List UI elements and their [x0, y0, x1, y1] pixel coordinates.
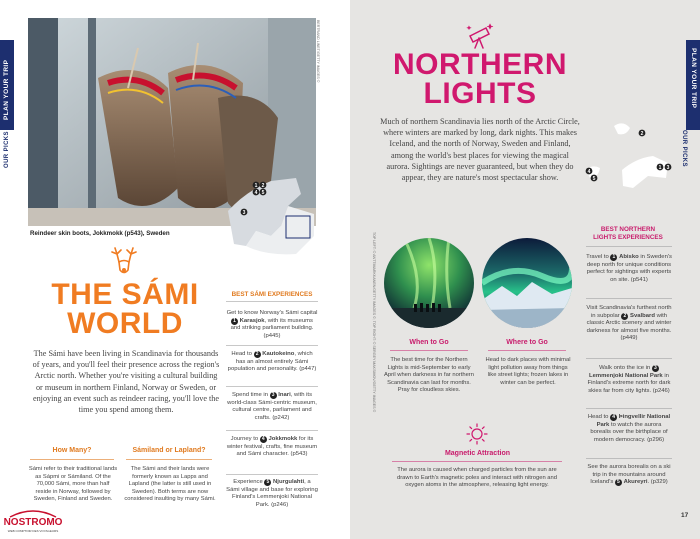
- map-marker: 3: [242, 209, 246, 216]
- divider: [392, 461, 562, 462]
- marker-number: 3: [652, 365, 659, 372]
- nl-experiences-heading: [582, 226, 674, 242]
- nl-experience-item: Walk onto the ice in 3 Lemmenjoki National Park in Finland's extreme north for dark skies far from city lights. (p246): [587, 365, 671, 394]
- northern-lights-intro: Much of northern Scandinavia lies north of the Arctic Circle, where winters are marked by long, dark nights. This makes Iceland, and the north of Norway, Sweden and Finland, among the world's best places for viewing the magical aurora. Sightings are never guaranteed, but when they do appear, they are nature's most spectacular show.: [380, 117, 580, 183]
- side-tab-label: PLAN YOUR TRIP: [3, 59, 10, 120]
- map-marker: 5: [261, 189, 265, 196]
- side-tab-left: [0, 40, 14, 130]
- sami-experience-item: Journey to 4 Jokkmokk for its winter festival, crafts, fine museum and Sámi character. (p543): [226, 436, 318, 457]
- divider: [390, 350, 468, 351]
- map-marker: 3: [666, 164, 670, 171]
- divider: [226, 345, 318, 346]
- northern-lights-title: [380, 50, 580, 108]
- marker-number: 4: [260, 436, 267, 443]
- sami-intro: The Sámi have been living in Scandinavia for thousands of years, and you'll feel their presence across the region's Arctic north. Whether you're visiting a cultural building or museum in northern Finland, Norway or Sweden, or enjoying an event such as reindeer racing, you'll love the time you spend among them.: [32, 349, 220, 415]
- nl-experiences-heading-line: BEST NORTHERN: [600, 226, 656, 233]
- sami-experiences-heading: BEST SÁMI EXPERIENCES: [231, 291, 313, 298]
- nl-experience-item: Visit Scandinavia's furthest north in subpolar 2 Svalbard with classic Arctic scenery and winter darkness for almost five months. (p449): [586, 305, 672, 341]
- side-sub-label: OUR PICKS: [4, 131, 10, 168]
- marker-number: 3: [270, 392, 277, 399]
- sami-title-line: WORLD: [67, 307, 183, 340]
- page-number: 17: [681, 512, 689, 519]
- sun-icon: [466, 423, 488, 445]
- magnetic-attraction-heading: Magnetic Attraction: [444, 450, 511, 457]
- side-tab-right: [686, 40, 700, 130]
- logo-tagline: WEB COMPTOIR DES VOYAGEURS: [7, 529, 59, 533]
- map-marker: 4: [587, 168, 591, 175]
- marker-number: 1: [231, 318, 238, 325]
- map-marker: 2: [261, 182, 265, 189]
- sami-map: [226, 176, 316, 261]
- divider: [586, 298, 672, 299]
- how-many-heading: How Many?: [52, 447, 92, 454]
- marker-number: 2: [621, 313, 628, 320]
- nl-experience-item: See the aurora borealis on a ski trip in the mountains around Iceland's 5 Akureyri. (p329): [587, 464, 671, 485]
- nl-title-line: NORTHERN: [393, 48, 567, 81]
- divider: [586, 458, 672, 459]
- when-to-go-heading: When to Go: [409, 339, 449, 346]
- reindeer-icon: [107, 246, 141, 276]
- where-to-go-heading: Where to Go: [506, 339, 548, 346]
- marker-number: 5: [615, 479, 622, 486]
- marker-number: 5: [264, 479, 271, 486]
- lapland-heading: Sámiland or Lapland?: [132, 447, 206, 454]
- sami-experience-item: Experience 5 Njurgulahti, a Sámi village and base for exploring Finland's Lemmenjoki National Park. (p246): [226, 479, 318, 508]
- how-many-text: Sámi refer to their traditional lands as Sápmi or Sámiland. Of the 70,000 Sámi, more than half reside in Norway, followed by Sweden, Finland and Sweden.: [28, 466, 118, 503]
- nl-title-line: LIGHTS: [423, 77, 537, 110]
- lapland-rule: [126, 459, 212, 460]
- sami-experience-item: Head to 2 Kautokeino, which has an almost entirely Sámi population and personality. (p447): [227, 351, 317, 372]
- when-to-go-text: The best time for the Northern Lights is mid-September to early April when darkness in far northern Scandinavia can last for months. Pray for cloudless skies.: [384, 357, 474, 394]
- map-marker: 5: [592, 175, 596, 182]
- nl-experience-item: Head to 4 Þingvellir National Park to watch the aurora borealis over the birthplace of modern democracy. (p296): [587, 414, 671, 443]
- magnetic-attraction-text: The aurora is caused when charged particles from the sun are drawn to Earth's magnetic poles and interact with nitrogen and oxygen atoms in the atmosphere, releasing light energy.: [397, 467, 557, 489]
- sami-experience-item: Spend time in 3 Inari, with its world-class Sámi-centric museum, cultural centre, parliament and crafts. (p242): [227, 392, 317, 421]
- side-tab-label: PLAN YOUR TRIP: [690, 48, 697, 109]
- divider: [586, 408, 672, 409]
- photo-caption: Reindeer skin boots, Jokkmokk (p543), Sweden: [30, 230, 170, 237]
- how-many-rule: [30, 459, 114, 460]
- nl-experiences-heading-line: LIGHTS EXPERIENCES: [593, 234, 663, 241]
- sami-experience-item: Get to know Norway's Sámi capital 1 Karasjok, with its museums and striking parliament building. (p445): [226, 310, 318, 339]
- marker-number: 4: [610, 414, 617, 421]
- aurora-photo-left: [384, 238, 474, 328]
- marker-number: 1: [610, 254, 617, 261]
- divider: [226, 386, 318, 387]
- side-sub-label: OUR PICKS: [681, 130, 687, 167]
- divider: [226, 474, 318, 475]
- northern-lights-map: [578, 108, 678, 208]
- divider: [226, 430, 318, 431]
- map-marker: 2: [640, 130, 644, 137]
- logo-name: NOSTROMO: [4, 517, 62, 528]
- map-marker: 4: [254, 189, 258, 196]
- map-marker: 1: [658, 164, 662, 171]
- where-to-go-text: Head to dark places with minimal light pollution away from things like street lights; frozen lakes in winter can be perfect.: [485, 357, 571, 386]
- divider: [226, 301, 318, 302]
- sami-title-line: THE SÁMI: [51, 278, 199, 311]
- telescope-icon: [466, 22, 496, 50]
- aurora-photo-right: [482, 238, 572, 328]
- divider: [586, 358, 672, 359]
- map-marker: 1: [254, 182, 258, 189]
- photo-credit: BERTRAND LINET/GETTY IMAGES ©: [316, 20, 320, 83]
- lapland-text: The Sámi and their lands were formerly known as Lapps and Lapland (the latter is still used in Sweden). Both terms are now considered insulting by many Sámi.: [124, 466, 216, 503]
- divider: [488, 350, 566, 351]
- sami-title: [40, 280, 210, 338]
- marker-number: 2: [254, 351, 261, 358]
- nostromo-logo: [4, 505, 62, 535]
- image-credit: TOP LEFT: © ANTTIMARKKANEN/GETTY IMAGES ©; TOP RIGHT: © SERGEY MAKSIMOV/GETTY IMAGES ©: [372, 232, 376, 413]
- nl-experience-item: Travel to 1 Abisko in Sweden's deep north for unique conditions perfect for sightings with experts on site. (p541): [586, 254, 672, 283]
- divider: [586, 246, 672, 247]
